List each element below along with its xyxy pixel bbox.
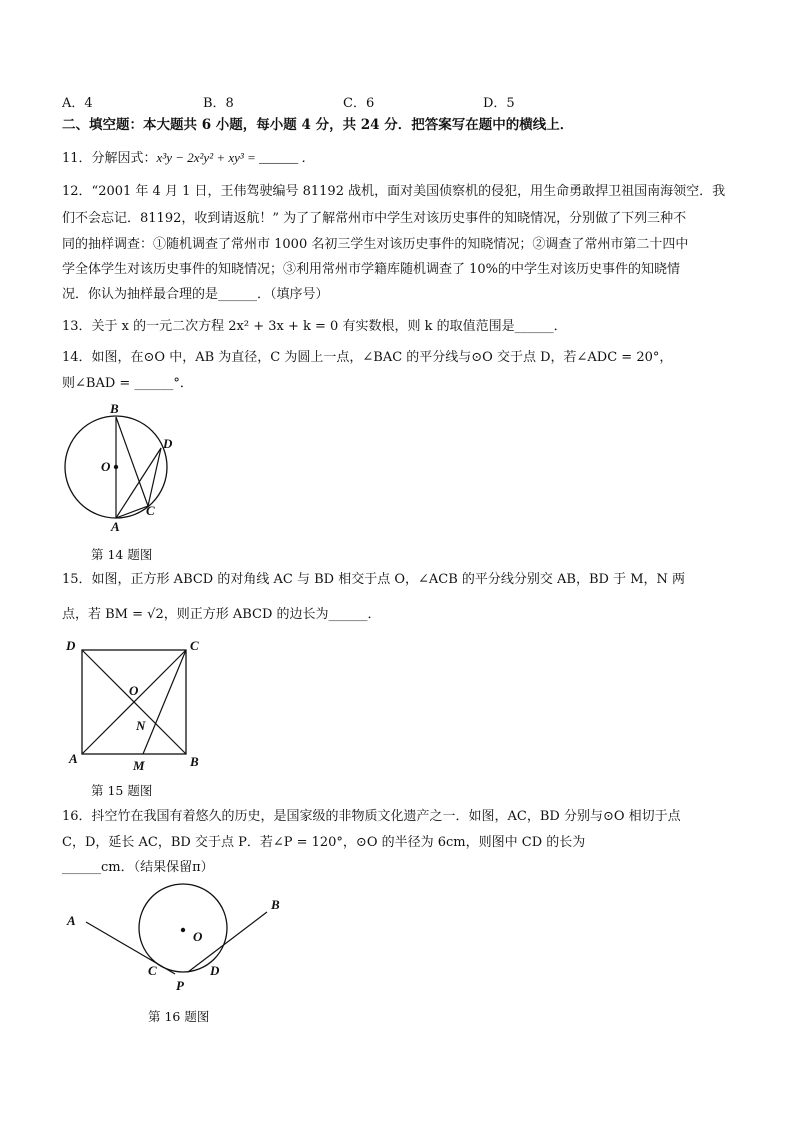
option-c: C．6 (343, 96, 375, 111)
q16-line-2: C，D，延长 AC，BD 交于点 P．若∠P = 120°，⊙O 的半径为 6cm，则图中 CD 的长为 (62, 835, 586, 850)
fig15-label-o: O (129, 683, 139, 698)
option-b: B．8 (203, 96, 234, 111)
q12-line-1: 12．“2001 年 4 月 1 日，王伟驾驶编号 81192 战机，面对美国侦察机的侵犯，用生命勇敢捍卫祖国南海领空．我 (62, 184, 726, 199)
q11-prefix: 11．分解因式： (62, 151, 157, 166)
fig14-label-b: B (110, 401, 119, 416)
q12-line-3: 同的抽样调查：①随机调查了常州市 1000 名初三学生对该历史事件的知晓情况；②调查了常州市第二十四中 (62, 237, 689, 252)
q12-line-4: 学全体学生对该历史事件的知晓情况；③利用常州市学籍库随机调查了 10%的中学生对该历史事件的知晓情 (62, 262, 681, 277)
q14-line-2: 则∠BAD = ______°． (62, 376, 193, 391)
fig16-label-b: B (271, 897, 280, 912)
fig16-label-c: C (148, 963, 157, 978)
option-d: D．5 (483, 96, 515, 111)
fig15-label-m: M (133, 758, 145, 773)
fig16-label-d: D (210, 963, 220, 978)
fig14-label-a: A (111, 519, 120, 534)
q14-line-1: 14．如图，在⊙O 中，AB 为直径，C 为圆上一点，∠BAC 的平分线与⊙O 交于点 D，若∠ADC = 20°， (62, 350, 673, 365)
q16-line-3: ______cm．（结果保留π） (62, 860, 214, 875)
fig15-caption: 第 15 题图 (91, 783, 153, 798)
q15-line-1: 15．如图，正方形 ABCD 的对角线 AC 与 BD 相交于点 O，∠ACB 的平分线分别交 AB，BD 于 M，N 两 (62, 572, 686, 587)
fig16-caption: 第 16 题图 (148, 1009, 210, 1024)
fig16-label-a: A (67, 913, 76, 928)
fig16-label-o: O (193, 929, 203, 944)
q12-line-2: 们不会忘记．81192，收到请返航！” 为了了解常州市中学生对该历史事件的知晓情况，分别做了下列三种不 (62, 211, 687, 226)
fig14-caption: 第 14 题图 (91, 547, 153, 562)
fig16-label-p: P (176, 978, 184, 993)
question-13: 13．关于 x 的一元二次方程 2x² + 3x + k = 0 有实数根，则 k 的取值范围是______． (62, 319, 567, 334)
fig15-label-n: N (136, 718, 146, 733)
fig15-label-c: C (190, 638, 199, 653)
section-header: 二、填空题：本大题共 6 小题，每小题 4 分，共 24 分．把答案写在题中的横线上． (62, 117, 574, 133)
fig14-label-d: D (163, 436, 173, 451)
q11-formula: x³y − 2x²y² + xy³ = ______ ． (156, 150, 315, 165)
fig14-label-o: O (101, 459, 111, 474)
fig15-label-b: B (190, 754, 199, 769)
q16-line-1: 16．抖空竹在我国有着悠久的历史，是国家级的非物质文化遗产之一．如图，AC，BD 分别与⊙O 相切于点 (62, 809, 681, 824)
option-a: A．4 (62, 96, 93, 111)
q12-line-5: 况．你认为抽样最合理的是______．（填序号） (62, 287, 329, 302)
q15-line-2: 点，若 BM = √2，则正方形 ABCD 的边长为______． (62, 607, 381, 622)
fig15-label-a: A (69, 751, 78, 766)
fig14-label-c: C (146, 503, 155, 518)
fig15-label-d: D (66, 638, 76, 653)
